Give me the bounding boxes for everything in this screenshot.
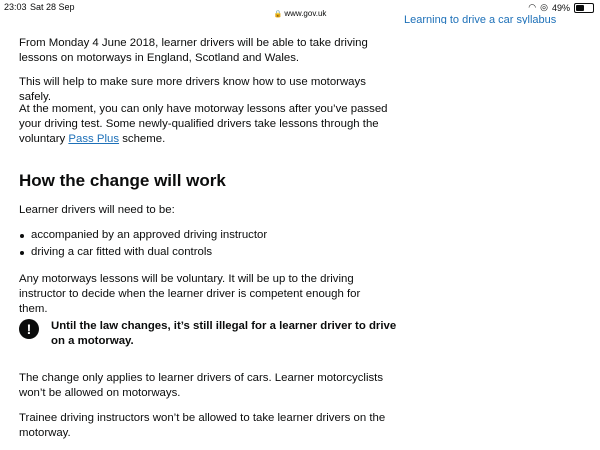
article-body-6 bbox=[19, 411, 391, 441]
paragraph: At the moment, you can only have motorway lessons after you’ve passed your driving test. Some newly-qualified drivers take lessons through the voluntary Pass Plus scheme. bbox=[19, 103, 388, 145]
article-body-5 bbox=[19, 371, 391, 401]
list-item: driving a car fitted with dual controls bbox=[19, 245, 391, 260]
paragraph: The change only applies to learner drivers of cars. Learner motorcyclists won’t be allowed on motorways. bbox=[19, 372, 384, 399]
orientation-lock-icon: ◎ bbox=[540, 2, 548, 12]
url-text: www.gov.uk bbox=[284, 9, 327, 18]
warning-icon: ! bbox=[19, 319, 39, 339]
wifi-icon: ◠ bbox=[528, 2, 537, 12]
article-body-3 bbox=[19, 102, 391, 147]
warning-text: Until the law changes, it’s still illegal for a learner driver to drive on a motorway. bbox=[51, 320, 397, 347]
lock-icon: 🔒 bbox=[273, 11, 283, 18]
article-body-2 bbox=[19, 75, 391, 105]
status-time: 23:03 bbox=[4, 2, 27, 12]
paragraph: This will help to make sure more drivers know how to use motorways safely. bbox=[19, 76, 366, 103]
status-date: Sat 28 Sep bbox=[30, 2, 75, 12]
paragraph: Any motorways lessons will be voluntary. It will be up to the driving instructor to decide when the learner driver is competent enough for them. bbox=[19, 273, 361, 315]
sidebar-related-link[interactable]: Learning to drive a car syllabus bbox=[404, 14, 557, 24]
warning-callout bbox=[19, 319, 399, 349]
battery-percent: 49% bbox=[551, 2, 570, 13]
article-body bbox=[19, 36, 391, 66]
section-heading: How the change will work bbox=[19, 171, 226, 190]
list-intro: Learner drivers will need to be: bbox=[19, 204, 175, 216]
list-item: accompanied by an approved driving instructor bbox=[19, 228, 391, 243]
requirements-list-wrap bbox=[19, 228, 391, 260]
pass-plus-link[interactable]: Pass Plus bbox=[68, 133, 120, 145]
article-body-4 bbox=[19, 272, 391, 317]
paragraph: Trainee driving instructors won’t be allowed to take learner drivers on the motorway. bbox=[19, 412, 386, 439]
paragraph: From Monday 4 June 2018, learner drivers will be able to take driving lessons on motorways in England, Scotland and Wales. bbox=[19, 37, 368, 64]
requirements-list bbox=[19, 228, 391, 260]
